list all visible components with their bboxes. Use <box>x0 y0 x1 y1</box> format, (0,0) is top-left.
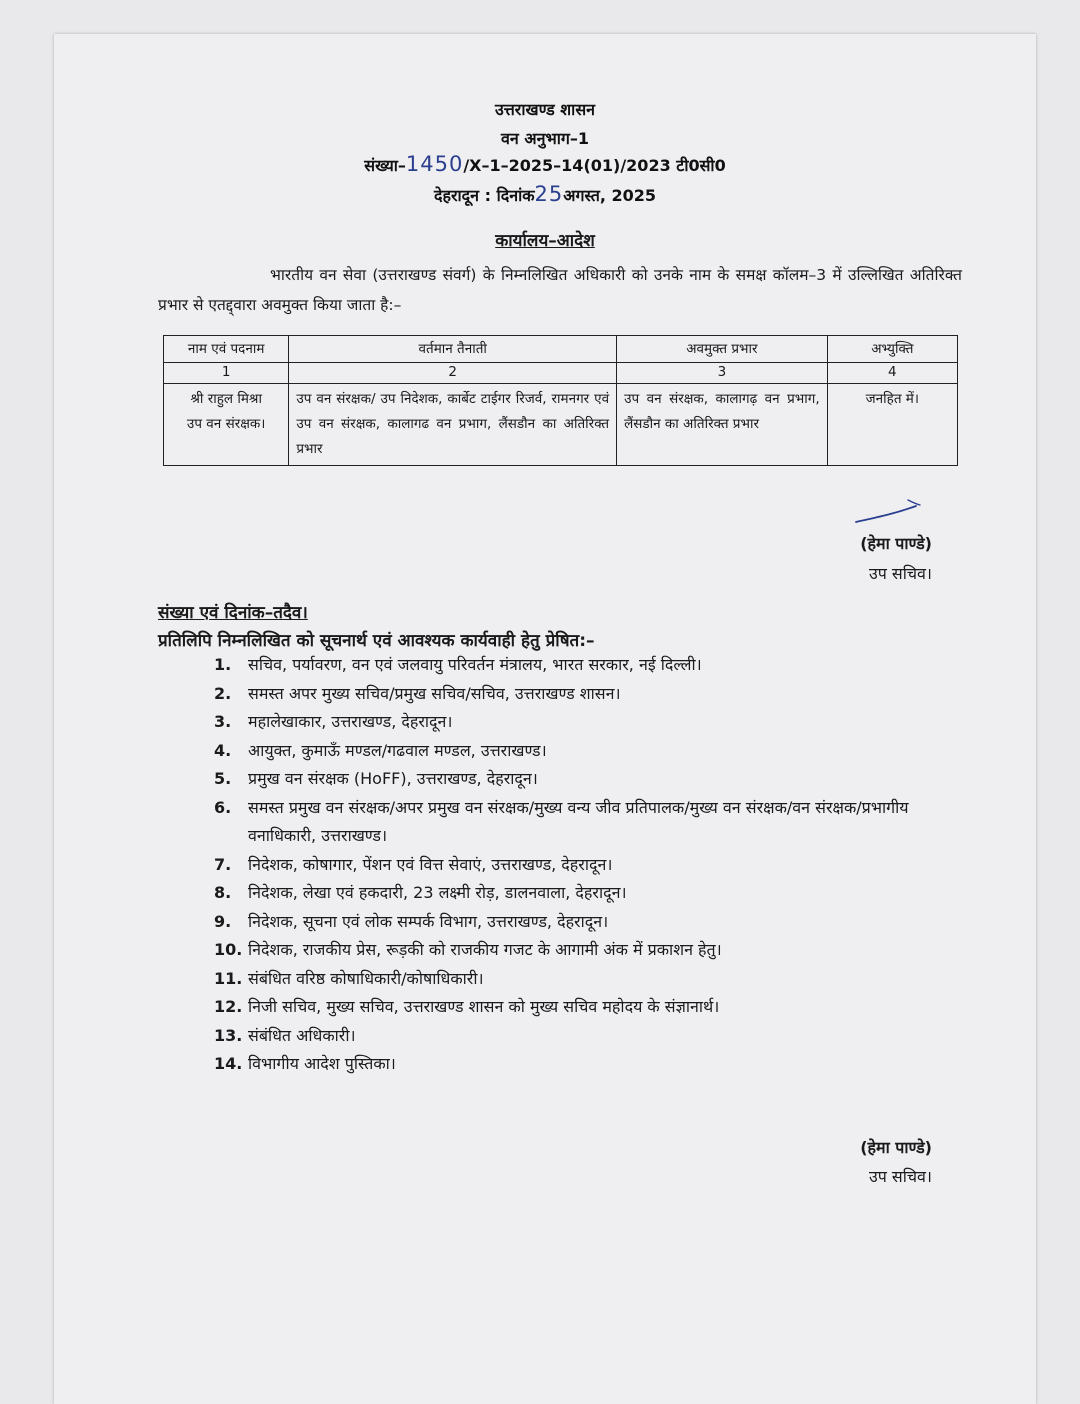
handwritten-number: 1450 <box>405 152 464 176</box>
list-item <box>214 651 974 680</box>
list-item-text: विभागीय आदेश पुस्तिका। <box>248 1054 396 1073</box>
list-item-number: 12. <box>214 997 243 1016</box>
table-number-row <box>164 363 958 384</box>
cell-name <box>164 384 289 466</box>
col-number: 2 <box>289 363 617 384</box>
date-prefix: देहरादून : दिनांक <box>433 186 535 205</box>
list-item <box>214 965 974 994</box>
list-item-number: 2. <box>214 683 232 703</box>
intro-text: भारतीय वन सेवा (उत्तराखण्ड संवर्ग) के निम्नलिखित अधिकारी को उनके नाम के समक्ष कॉलम–3 में उल्लिखित अतिरिक्त प्रभार से एतद्द्वारा अवमुक्त किया जाता है:– <box>158 266 962 314</box>
list-item-text: निदेशक, राजकीय प्रेस, रूड़की को राजकीय गजट के आगामी अंक में प्रकाशन हेतु। <box>248 940 722 959</box>
signatory-designation-footer: उप सचिव। <box>868 1167 932 1186</box>
table-row <box>164 384 958 466</box>
order-date <box>54 182 1036 206</box>
officer-name: श्री राहुल मिश्रा <box>190 391 262 407</box>
document-page <box>54 34 1036 1404</box>
signatory-designation: उप सचिव। <box>868 564 932 583</box>
number-prefix: संख्या– <box>364 156 406 175</box>
col-header-posting: वर्तमान तैनाती <box>289 336 617 363</box>
cell-remarks: जनहित में। <box>827 384 957 466</box>
date-suffix: अगस्त, 2025 <box>563 186 657 205</box>
list-item <box>214 879 974 908</box>
order-number <box>54 152 1036 176</box>
list-item-number: 6. <box>214 797 232 817</box>
list-item <box>214 765 974 794</box>
list-item-text: संबंधित अधिकारी। <box>248 1025 356 1045</box>
list-item-text: समस्त अपर मुख्य सचिव/प्रमुख सचिव/सचिव, उत्तराखण्ड शासन। <box>248 683 621 703</box>
list-item-text: समस्त प्रमुख वन संरक्षक/अपर प्रमुख वन संरक्षक/मुख्य वन्य जीव प्रतिपालक/मुख्य वन संरक्षक/वन संरक्षक/प्रभागीय वनाधिकारी, उत्तराखण्ड। <box>248 797 909 845</box>
col-number: 3 <box>617 363 828 384</box>
table-header-row <box>164 336 958 363</box>
list-item-number: 13. <box>214 1025 243 1045</box>
list-item <box>214 708 974 737</box>
list-item-number: 11. <box>214 968 243 988</box>
copy-list <box>214 651 974 1079</box>
list-item-text: महालेखाकार, उत्तराखण्ड, देहरादून। <box>248 712 453 731</box>
officer-table <box>163 335 958 466</box>
list-item-number: 7. <box>214 854 232 874</box>
list-item-text: आयुक्त, कुमाऊँ मण्डल/गढवाल मण्डल, उत्तराखण्ड। <box>248 740 547 760</box>
signature-mark <box>854 496 926 528</box>
list-item-text: निदेशक, कोषागार, पेंशन एवं वित्त सेवाएं, उत्तराखण्ड, देहरादून। <box>248 854 613 874</box>
list-item-number: 10. <box>214 940 243 959</box>
number-suffix: /X–1–2025–14(01)/2023 टी0सी0 <box>463 156 726 175</box>
list-item-number: 4. <box>214 740 232 760</box>
list-item <box>214 908 974 937</box>
col-header-relieved: अवमुक्त प्रभार <box>617 336 828 363</box>
list-item-text: निजी सचिव, मुख्य सचिव, उत्तराखण्ड शासन को मुख्य सचिव महोदय के संज्ञानार्थ। <box>248 997 720 1016</box>
officer-designation: उप वन संरक्षक। <box>186 416 266 432</box>
list-item-number: 14. <box>214 1054 243 1073</box>
copy-intro: प्रतिलिपि निम्नलिखित को सूचनार्थ एवं आवश्यक कार्यवाही हेतु प्रेषित:– <box>158 631 595 651</box>
cell-relieved-charge: उप वन संरक्षक, कालागढ़ वन प्रभाग, लैंसडौन का अतिरिक्त प्रभार <box>617 384 828 466</box>
list-item-number: 8. <box>214 883 232 902</box>
col-number: 4 <box>827 363 957 384</box>
list-item-number: 9. <box>214 911 232 931</box>
col-header-remarks: अभ्युक्ति <box>827 336 957 363</box>
cell-current-posting: उप वन संरक्षक/ उप निदेशक, कार्बेट टाईगर रिजर्व, रामनगर एवं उप वन संरक्षक, कालागढ वन प्रभाग, लैंसडौन का अतिरिक्त प्रभार <box>289 384 617 466</box>
order-title: कार्यालय–आदेश <box>495 231 595 251</box>
list-item-text: संबंधित वरिष्ठ कोषाधिकारी/कोषाधिकारी। <box>248 968 484 988</box>
section-name: वन अनुभाग–1 <box>501 129 589 148</box>
list-item <box>214 680 974 709</box>
handwritten-date: 25 <box>534 182 564 206</box>
signatory-name: (हेमा पाण्डे) <box>860 534 932 553</box>
list-item-text: निदेशक, सूचना एवं लोक सम्पर्क विभाग, उत्तराखण्ड, देहरादून। <box>248 911 609 931</box>
list-item-number: 1. <box>214 655 232 674</box>
list-item <box>214 794 974 851</box>
list-item <box>214 737 974 766</box>
list-item <box>214 1050 974 1079</box>
reference-line: संख्या एवं दिनांक–तदैव। <box>158 603 308 623</box>
intro-paragraph <box>158 260 962 320</box>
list-item-number: 3. <box>214 712 232 731</box>
list-item-number: 5. <box>214 769 232 788</box>
government-name: उत्तराखण्ड शासन <box>494 100 596 119</box>
list-item <box>214 936 974 965</box>
list-item <box>214 851 974 880</box>
col-number: 1 <box>164 363 289 384</box>
signatory-name-footer: (हेमा पाण्डे) <box>860 1138 932 1157</box>
list-item-text: सचिव, पर्यावरण, वन एवं जलवायु परिवर्तन मंत्रालय, भारत सरकार, नई दिल्ली। <box>248 655 702 674</box>
list-item-text: निदेशक, लेखा एवं हकदारी, 23 लक्ष्मी रोड़, डालनवाला, देहरादून। <box>248 883 627 902</box>
list-item-text: प्रमुख वन संरक्षक (HoFF), उत्तराखण्ड, देहरादून। <box>248 769 538 788</box>
col-header-name: नाम एवं पदनाम <box>164 336 289 363</box>
list-item <box>214 993 974 1022</box>
list-item <box>214 1022 974 1051</box>
